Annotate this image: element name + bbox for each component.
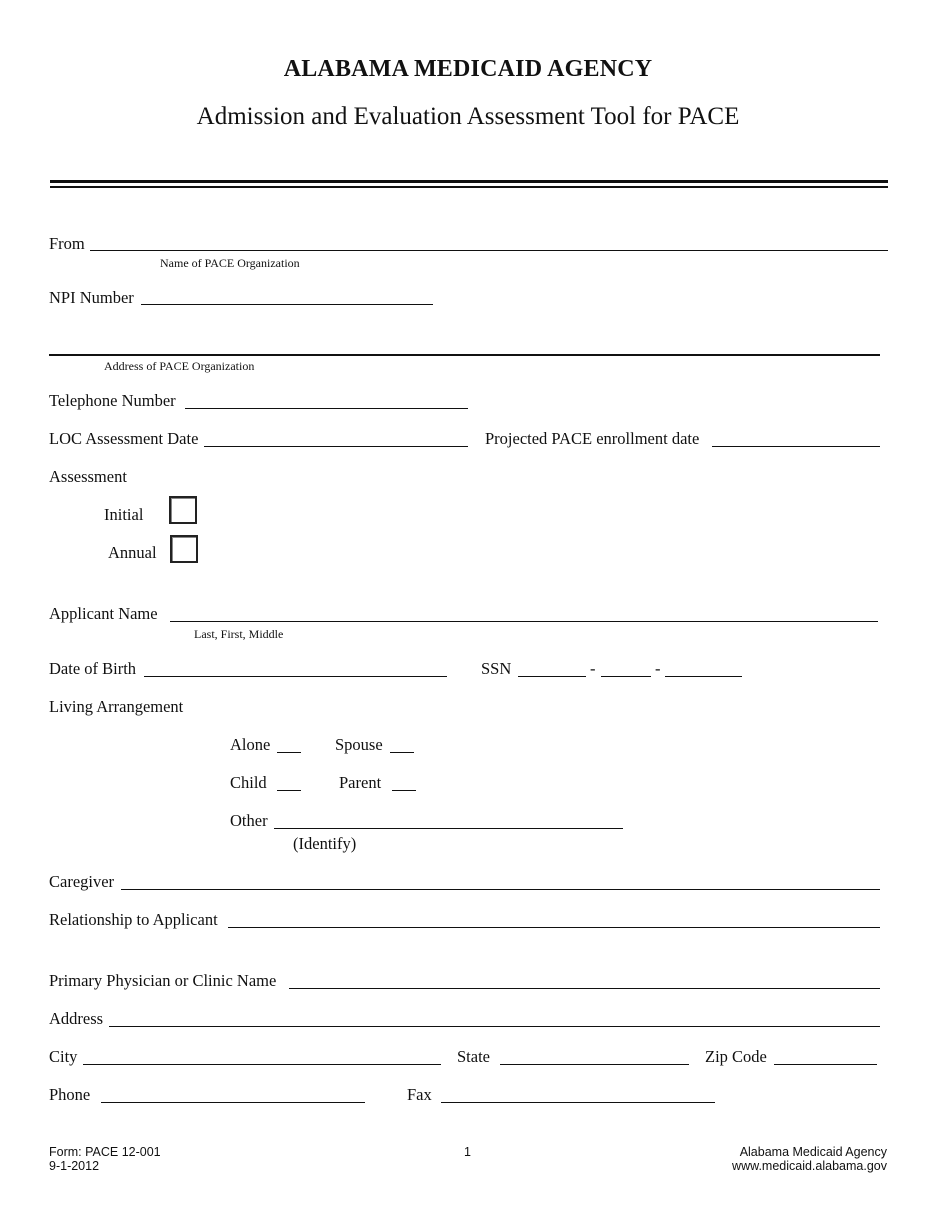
telephone-field[interactable] [185,408,468,409]
applicant-name-label: Applicant Name [49,604,158,623]
from-label: From [49,234,85,253]
projected-enrollment-label: Projected PACE enrollment date [485,429,700,448]
zip-field[interactable] [774,1064,877,1065]
ssn-part3-field[interactable] [665,676,742,677]
caregiver-label: Caregiver [49,872,115,891]
applicant-name-caption: Last, First, Middle [194,627,284,641]
dob-label: Date of Birth [49,659,137,678]
ssn-part2-field[interactable] [601,676,651,677]
npi-label: NPI Number [49,288,134,307]
spouse-label: Spouse [335,735,383,754]
telephone-label: Telephone Number [49,391,176,410]
fax-field[interactable] [441,1102,715,1103]
child-label: Child [230,773,267,792]
from-field[interactable] [90,250,888,251]
other-label: Other [230,811,268,830]
living-arrangement-label: Living Arrangement [49,697,184,716]
applicant-name-field[interactable] [170,621,878,622]
npi-field[interactable] [141,304,433,305]
loc-date-label: LOC Assessment Date [49,429,199,448]
parent-field[interactable] [392,790,416,791]
state-field[interactable] [500,1064,689,1065]
agency-title: ALABAMA MEDICAID AGENCY [283,56,653,82]
footer-website: www.medicaid.alabama.gov [732,1159,887,1173]
physician-name-label: Primary Physician or Clinic Name [49,971,277,990]
ssn-label: SSN [481,659,512,678]
footer-agency: Alabama Medicaid Agency [739,1145,887,1159]
city-field[interactable] [83,1064,441,1065]
initial-checkbox[interactable] [169,496,197,524]
ssn-separator-2: - [655,659,661,678]
physician-address-field[interactable] [109,1026,880,1027]
assessment-label: Assessment [49,467,127,486]
pace-address-field[interactable] [49,354,880,356]
ssn-separator-1: - [590,659,596,678]
spouse-field[interactable] [390,752,414,753]
identify-caption: (Identify) [293,834,357,853]
caregiver-field[interactable] [121,889,880,890]
projected-enrollment-field[interactable] [712,446,880,447]
footer-form-number: Form: PACE 12-001 [49,1145,161,1159]
annual-label: Annual [108,543,157,562]
header-divider-top [50,180,888,183]
child-field[interactable] [277,790,301,791]
from-caption: Name of PACE Organization [160,256,300,270]
ssn-part1-field[interactable] [518,676,586,677]
relationship-field[interactable] [228,927,880,928]
phone-label: Phone [49,1085,91,1104]
zip-label: Zip Code [705,1047,767,1066]
annual-checkbox[interactable] [170,535,198,563]
form-title: Admission and Evaluation Assessment Tool for PACE [196,103,740,130]
relationship-label: Relationship to Applicant [49,910,218,929]
footer-form-date: 9-1-2012 [49,1159,100,1173]
initial-label: Initial [104,505,144,524]
physician-address-label: Address [49,1009,104,1028]
fax-label: Fax [407,1085,432,1104]
alone-field[interactable] [277,752,301,753]
other-field[interactable] [274,828,623,829]
physician-name-field[interactable] [289,988,880,989]
header-divider-bottom [50,186,888,188]
footer-page-number: 1 [464,1145,471,1159]
dob-field[interactable] [144,676,447,677]
state-label: State [457,1047,490,1066]
phone-field[interactable] [101,1102,365,1103]
pace-address-caption: Address of PACE Organization [104,359,255,373]
alone-label: Alone [230,735,271,754]
parent-label: Parent [339,773,382,792]
loc-date-field[interactable] [204,446,468,447]
city-label: City [49,1047,78,1066]
